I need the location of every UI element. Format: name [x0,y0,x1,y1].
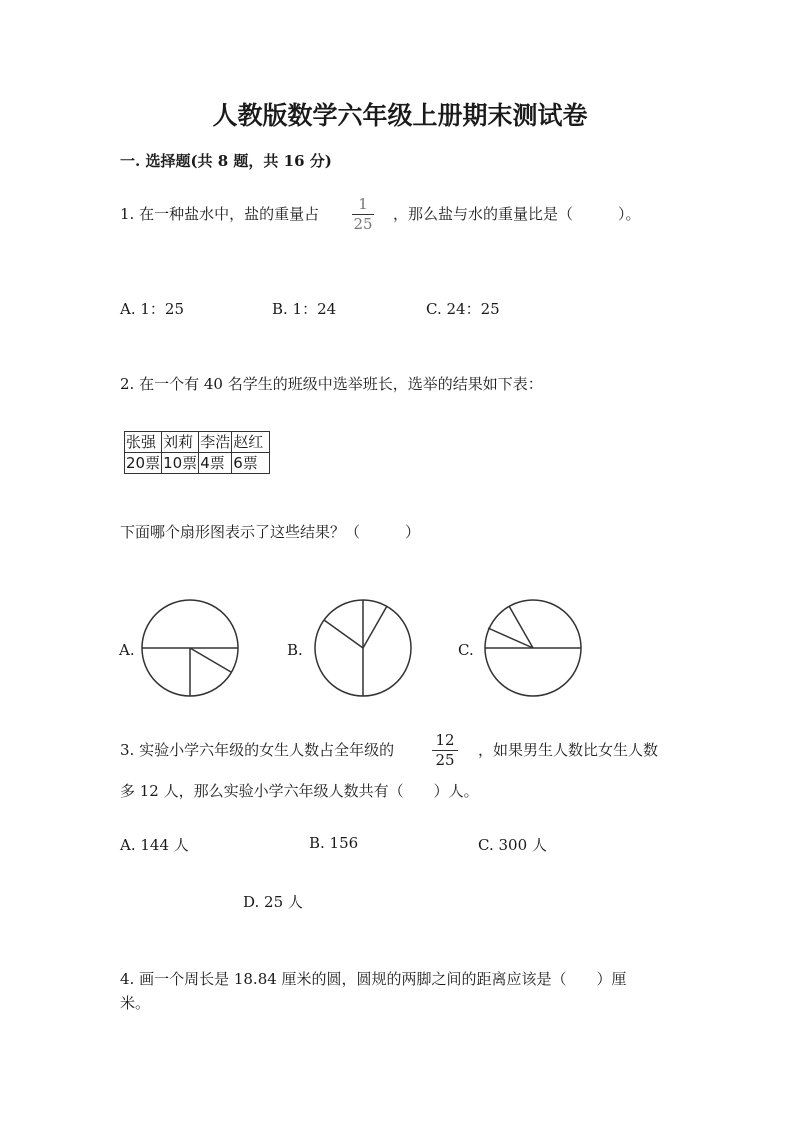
vote-table [124,431,270,474]
pie-chart-c[interactable] [483,598,585,700]
pie-chart-a[interactable] [140,598,242,700]
q3-option-b[interactable]: B. 156 [309,834,359,852]
q1-option-c[interactable]: C. 24：25 [426,300,500,318]
q2-option-c-label[interactable]: C. [458,641,474,659]
q1-prefix: 1. 在一种盐水中，盐的重量占 [120,205,320,223]
q3-suffix: ，如果男生人数比女生人数 [478,741,659,759]
table-cell-name: 李浩 [200,433,231,451]
q1-fraction [352,196,374,233]
q3-option-d[interactable]: D. 25 人 [243,893,303,911]
q3-line2: 多 12 人，那么实验小学六年级人数共有（ ）人。 [120,782,479,800]
table-cell-name: 张强 [125,432,162,453]
pie-b-divider [363,606,387,648]
q1-option-a[interactable]: A. 1：25 [120,300,184,318]
table-cell-name: 赵红 [232,432,270,453]
table-cell-votes: 6票 [232,453,270,474]
q3-option-a[interactable]: A. 144 人 [120,836,189,854]
q2-prompt: 下面哪个扇形图表示了这些结果？（ ） [120,523,421,541]
q2-option-a-label[interactable]: A. [119,641,135,659]
table-cell-name: 刘莉 [162,432,199,453]
q2-text: 2. 在一个有 40 名学生的班级中选举班长，选举的结果如下表： [120,375,543,393]
q3-option-c[interactable]: C. 300 人 [478,836,547,854]
section-heading: 一. 选择题(共 8 题，共 16 分) [120,152,332,170]
q2-option-b-label[interactable]: B. [287,641,303,659]
q4-line2: 米。 [120,994,151,1012]
q3-fraction-numerator: 12 [435,731,455,749]
table-row-names [125,432,270,453]
table-row-votes [125,453,270,474]
q4-line1: 4. 画一个周长是 18.84 厘米的圆，圆规的两脚之间的距离应该是（ ）厘 [120,970,627,988]
table-cell-votes: 20票 [126,454,161,472]
pie-c-divider [509,606,533,648]
q1-fraction-numerator: 1 [358,195,368,213]
q3-prefix: 3. 实验小学六年级的女生人数占全年级的 [120,741,395,759]
pie-a-divider [190,648,231,672]
pie-c-divider [488,628,533,648]
q1-fraction-denominator: 25 [353,215,373,233]
pie-b-divider [324,620,363,648]
table-cell-votes: 10票 [163,454,198,472]
q3-fraction-denominator: 25 [435,751,455,769]
table-cell-votes: 4票 [199,453,232,474]
q1-option-b[interactable]: B. 1：24 [272,300,337,318]
q3-fraction [432,732,458,769]
page-title: 人教版数学六年级上册期末测试卷 [212,101,588,130]
pie-chart-b[interactable] [313,598,415,700]
q1-suffix: ，那么盐与水的重量比是（ ）。 [393,205,641,223]
